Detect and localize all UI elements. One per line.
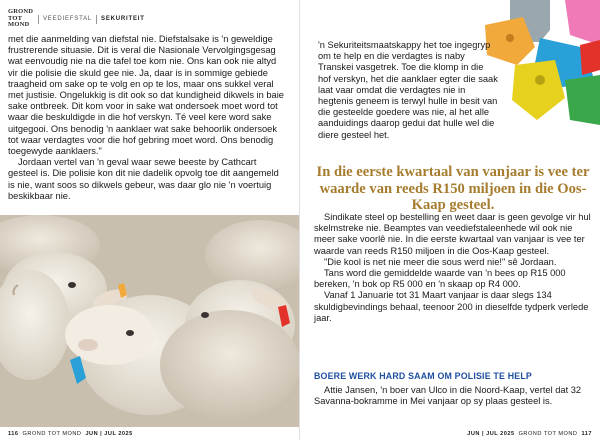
footer-issue: JUN | JUL 2025 (85, 430, 133, 437)
subsection-label: SEKURITEIT (101, 16, 145, 22)
section-label: VEEDIEFSTAL (43, 16, 93, 22)
right-top-article-text (318, 40, 498, 141)
logo-line-1: GROND (8, 8, 34, 16)
paragraph: met die aanmelding van diefstal nie. Diefstalsake is 'n geweldige frustrerende situasie. Dit is veral die Nasionale Vervolgingsgesag wat eenvoudig nie na die tafel toe kom nie. Ons kan ook nie altyd vir die polisie die skuld gee nie. Ja, daar is in sommige gebiede traagheid om sake op te volg en op te los, maar ons sukkel veral met justisie. Ongelukkig is dit ook so dat kundigheid dikwels in baie sake ontbreek. Dit kom voor in sake wat ondersoek moet word tot waar die beskuldigde in die hof verskyn. Té veel kere word sake uitgegooi. Ons benodig 'n aanklaer wat sake behoorlik ondersoek tot waar verdagtes voor die hof gebring moet word. Ons benodig toegewyde aanklaers." (8, 34, 284, 157)
left-page-number: 116 (8, 430, 19, 437)
left-footer (0, 427, 300, 440)
header-divider (38, 15, 39, 24)
paragraph: Attie Jansen, 'n boer van Ulco in die Noord-Kaap, vertel dat 32 Savanna-bokramme in Mei vanjaar op sy plaas gesteel is. (314, 385, 582, 407)
pull-quote: In die eerste kwartaal van vanjaar is vee ter waarde van reeds R150 miljoen in die Oos-Kaap gesteel. (316, 164, 590, 213)
sheep-photo (0, 215, 300, 427)
right-footer (300, 427, 600, 440)
right-page-number: 117 (581, 430, 592, 437)
footer-issue: JUN | JUL 2025 (467, 430, 515, 437)
paragraph: Tans word die gemiddelde waarde van 'n bees op R15 000 bereken, 'n bok op R5 000 en 'n skaap op R4 000. (314, 268, 566, 290)
right-mid-article-text (314, 212, 596, 324)
sheep-illustration (0, 215, 300, 427)
paragraph: Sindikate steel op bestelling en weet daar is geen gevolge vir hul skelmstreke nie. Beamptes van veediefstaleenhede wil ook nie meer sake voorlê nie. In die eerste kwartaal van vanjaar is vee ter waarde van reeds R150 miljoen in die Oos-Kaap gesteel. (314, 212, 591, 256)
paragraph: Jordaan vertel van 'n geval waar sewe beeste by Cathcart gesteel is. Die polisie kon dit nie dadelik opvolg toe dit aangemeld is nie, want soos so dikwels gebeur, was daar glo nie 'n voertuig beskikbaar nie. (8, 157, 279, 201)
page-header (8, 6, 145, 32)
paragraph: 'n Sekuriteitsmaatskappy het toe ingegryp om te help en die verdagtes is naby Transkei vasgetrek. Toe die klomp in die hof verskyn, het die aanklaer egter die saak laat vaar omdat die verdagtes nie in hegtenis geneem is terwyl hulle in besit van die gesteelde goedere was nie, al het alle aanduidings daarop gedui dat hulle wel die diere gesteel het. (318, 40, 498, 140)
logo-line-2: TOT MOND (8, 14, 30, 29)
header-divider (96, 15, 97, 24)
paragraph: Vanaf 1 Januarie tot 31 Maart vanjaar is daar slegs 134 skuldigbevindings behaal, teenoor 200 in dieselfde tydperk verlede jaar. (314, 290, 589, 323)
footer-publication: GROND TOT MOND (518, 430, 578, 437)
paragraph: "Die kool is net nie meer die sous werd nie!" sê Jordaan. (324, 256, 557, 267)
footer-publication: GROND TOT MOND (22, 430, 82, 437)
left-article-text (8, 34, 288, 202)
publication-logo (8, 9, 34, 29)
right-bottom-article-text (314, 385, 596, 407)
section-subheading: BOERE WERK HARD SAAM OM POLISIE TE HELP (314, 371, 532, 381)
right-page (300, 0, 600, 440)
